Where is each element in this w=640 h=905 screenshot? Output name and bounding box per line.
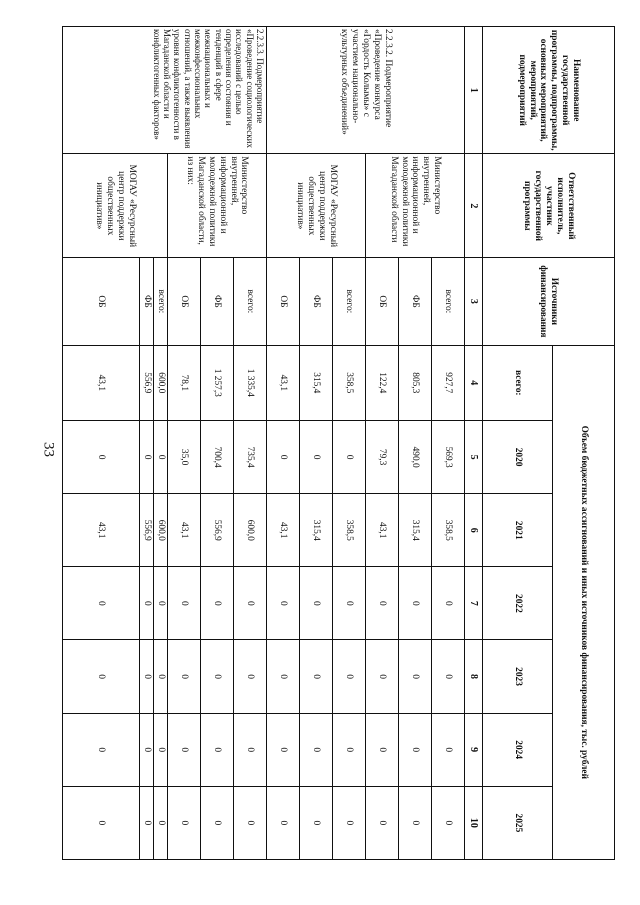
executor-cell-resource-center: МОГАУ «Ресурсный центр поддержки общественных инициатив»	[267, 154, 366, 258]
value-cell: 0	[333, 421, 366, 494]
value-cell: 0	[154, 567, 168, 640]
value-cell: 600,0	[154, 345, 168, 421]
table-row	[234, 27, 267, 860]
executor-cell-resource-center-sub: МОГАУ «Ресурсный центр поддержки общественных инициатив»	[63, 154, 168, 258]
value-cell: 0	[201, 786, 234, 859]
value-cell: 122,4	[366, 345, 399, 421]
value-cell: 490,0	[399, 421, 432, 494]
header-executor: Ответственный исполнитель, участник государственной программы	[483, 154, 615, 258]
value-cell: 0	[168, 786, 201, 859]
value-cell: 35,0	[168, 421, 201, 494]
value-cell: 0	[366, 567, 399, 640]
header-year-2021: 2021	[483, 494, 553, 567]
col-num-9: 9	[465, 713, 483, 786]
value-cell: 0	[201, 713, 234, 786]
table-row	[432, 27, 465, 860]
value-cell: 0	[300, 567, 333, 640]
value-cell: 43,1	[267, 345, 300, 421]
value-cell: 0	[234, 567, 267, 640]
value-cell: 315,4	[300, 345, 333, 421]
value-cell: 0	[267, 713, 300, 786]
col-num-10: 10	[465, 786, 483, 859]
value-cell: 805,3	[399, 345, 432, 421]
value-cell: 0	[140, 421, 154, 494]
source-cell: ОБ	[267, 258, 300, 345]
source-cell: всего:	[154, 258, 168, 345]
value-cell: 0	[234, 640, 267, 713]
header-year-2024: 2024	[483, 713, 553, 786]
value-cell: 700,4	[201, 421, 234, 494]
header-year-2023: 2023	[483, 640, 553, 713]
header-year-2022: 2022	[483, 567, 553, 640]
value-cell: 0	[300, 786, 333, 859]
value-cell: 0	[399, 640, 432, 713]
value-cell: 556,9	[201, 494, 234, 567]
value-cell: 315,4	[300, 494, 333, 567]
value-cell: 0	[267, 567, 300, 640]
value-cell: 0	[432, 640, 465, 713]
source-cell: ОБ	[366, 258, 399, 345]
executor-cell-ministry: Министерство внутренней, информационной и молодежной политики Магаданской области	[366, 154, 465, 258]
value-cell: 358,5	[333, 494, 366, 567]
value-cell: 556,9	[140, 345, 154, 421]
value-cell: 0	[267, 786, 300, 859]
source-cell: ОБ	[63, 258, 140, 345]
value-cell: 600,0	[234, 494, 267, 567]
value-cell: 0	[154, 421, 168, 494]
source-cell: ФБ	[201, 258, 234, 345]
value-cell: 0	[63, 567, 140, 640]
value-cell: 0	[63, 786, 140, 859]
value-cell: 0	[168, 567, 201, 640]
value-cell: 43,1	[168, 494, 201, 567]
page-number: 33	[40, 442, 57, 457]
rotated-table-wrapper	[62, 26, 615, 860]
value-cell: 735,4	[234, 421, 267, 494]
source-cell: всего:	[234, 258, 267, 345]
header-name: Наименование государственной программы, подпрограммы, основных мероприятий, мероприятий, подмероприятий	[483, 27, 615, 154]
value-cell: 0	[300, 713, 333, 786]
source-cell: ОБ	[168, 258, 201, 345]
col-num-2: 2	[465, 154, 483, 258]
value-cell: 0	[399, 786, 432, 859]
value-cell: 43,1	[63, 494, 140, 567]
value-cell: 0	[140, 786, 154, 859]
financing-table	[62, 26, 615, 860]
value-cell: 600,0	[154, 494, 168, 567]
value-cell: 0	[333, 640, 366, 713]
source-cell: ФБ	[399, 258, 432, 345]
value-cell: 0	[300, 421, 333, 494]
source-cell: ФБ	[300, 258, 333, 345]
value-cell: 79,3	[366, 421, 399, 494]
value-cell: 0	[154, 640, 168, 713]
header-total: всего:	[483, 345, 553, 421]
value-cell: 0	[168, 713, 201, 786]
value-cell: 43,1	[366, 494, 399, 567]
header-year-2025: 2025	[483, 786, 553, 859]
source-cell: всего:	[432, 258, 465, 345]
value-cell: 569,3	[432, 421, 465, 494]
col-num-6: 6	[465, 494, 483, 567]
value-cell: 0	[399, 713, 432, 786]
value-cell: 0	[201, 640, 234, 713]
value-cell: 0	[300, 640, 333, 713]
column-number-row	[465, 27, 483, 860]
value-cell: 0	[154, 786, 168, 859]
value-cell: 0	[140, 640, 154, 713]
col-num-8: 8	[465, 640, 483, 713]
value-cell: 0	[432, 786, 465, 859]
value-cell: 358,5	[432, 494, 465, 567]
source-cell: всего:	[333, 258, 366, 345]
executor-cell-ministry-sub: Министерство внутренней, информационной и молодежной политики Магаданской области, из них:	[168, 154, 267, 258]
value-cell: 315,4	[399, 494, 432, 567]
value-cell: 0	[267, 421, 300, 494]
value-cell: 0	[63, 713, 140, 786]
value-cell: 43,1	[63, 345, 140, 421]
header-sources: Источники финансирования	[483, 258, 615, 345]
source-cell: ФБ	[140, 258, 154, 345]
value-cell: 0	[333, 786, 366, 859]
value-cell: 0	[140, 567, 154, 640]
col-num-4: 4	[465, 345, 483, 421]
col-num-3: 3	[465, 258, 483, 345]
value-cell: 0	[333, 713, 366, 786]
header-year-2020: 2020	[483, 421, 553, 494]
value-cell: 0	[366, 786, 399, 859]
value-cell: 43,1	[267, 494, 300, 567]
value-cell: 927,7	[432, 345, 465, 421]
value-cell: 0	[333, 567, 366, 640]
value-cell: 0	[366, 640, 399, 713]
value-cell: 0	[63, 640, 140, 713]
name-cell-2-2-3-3: 2.2.3.3. Подмероприятие «Проведение социологических исследований с целью определения состояния и тенденций в сфере межнациональных и межконфессиональных отношений, а также выявления уровня конфликтогенности в Магаданской области и конфликтогенных факторов»	[63, 27, 267, 154]
value-cell: 78,1	[168, 345, 201, 421]
header-volume: Объем бюджетных ассигнований и иных источников финансирования, тыс. рублей	[553, 345, 615, 859]
value-cell: 0	[432, 567, 465, 640]
value-cell: 0	[140, 713, 154, 786]
value-cell: 0	[399, 567, 432, 640]
value-cell: 0	[234, 713, 267, 786]
value-cell: 0	[432, 713, 465, 786]
rotated-table-container	[62, 26, 615, 860]
col-num-5: 5	[465, 421, 483, 494]
col-num-7: 7	[465, 567, 483, 640]
col-num-1: 1	[465, 27, 483, 154]
value-cell: 1 257,3	[201, 345, 234, 421]
value-cell: 0	[63, 421, 140, 494]
name-cell-2-2-3-2: 2.2.3.2. Подмероприятие «Проведение конкурса «Гордость Колымы» с участием национально-культурных объединений»	[267, 27, 465, 154]
value-cell: 0	[267, 640, 300, 713]
value-cell: 0	[201, 567, 234, 640]
value-cell: 556,9	[140, 494, 154, 567]
value-cell: 0	[154, 713, 168, 786]
value-cell: 0	[168, 640, 201, 713]
value-cell: 0	[234, 786, 267, 859]
value-cell: 358,5	[333, 345, 366, 421]
value-cell: 1 335,4	[234, 345, 267, 421]
value-cell: 0	[366, 713, 399, 786]
